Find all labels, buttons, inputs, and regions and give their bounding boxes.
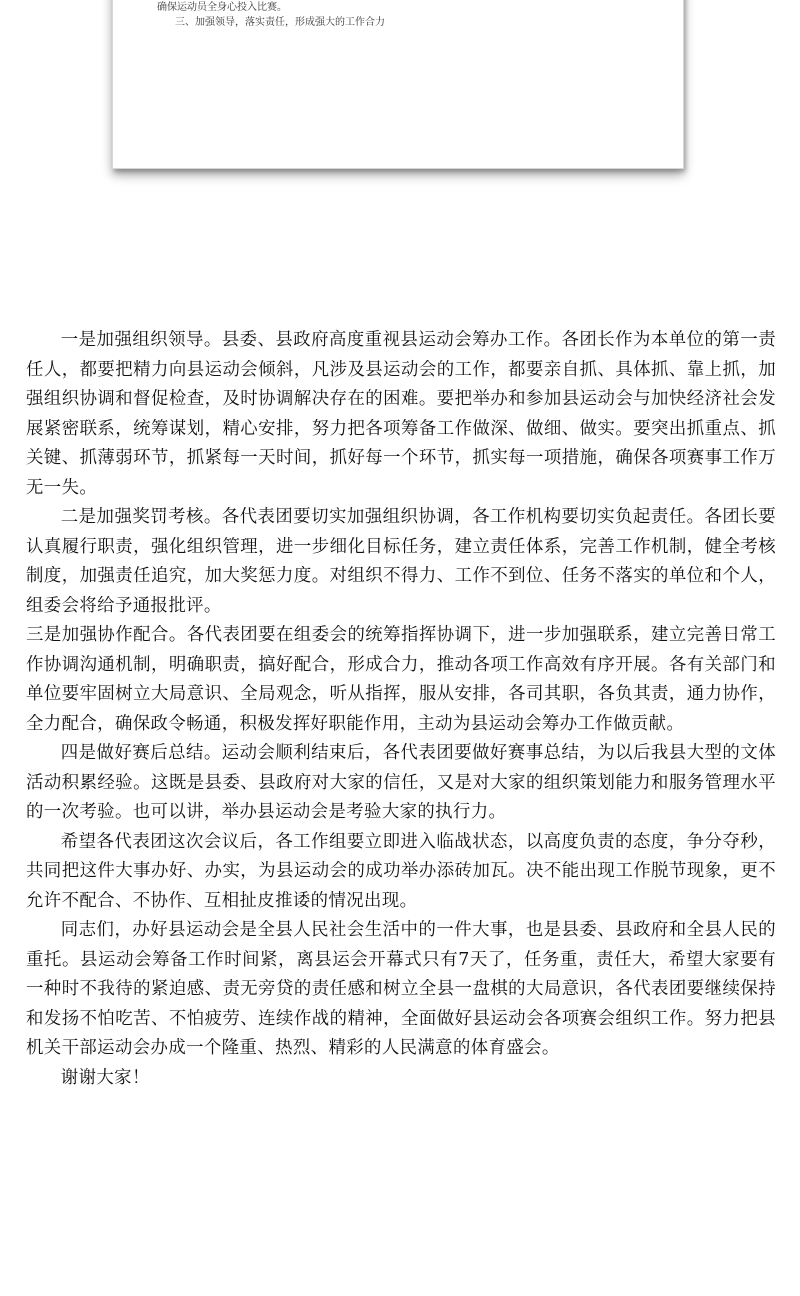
preview-section-heading: 三、加强领导，落实责任，形成强大的工作合力	[175, 17, 385, 28]
document-preview-card	[112, 0, 684, 169]
paragraph-call-to-action: 希望各代表团这次会议后，各工作组要立即进入临战状态，以高度负责的态度，争分夺秒，共同把这件大事办好、办实，为县运动会的成功举办添砖加瓦。决不能出现工作脱节现象，更不允许不配合、不协作、互相扯皮推诿的情况出现。	[26, 831, 776, 911]
paragraph-thanks: 谢谢大家！	[60, 1067, 150, 1088]
paragraph-organization-leadership: 一是加强组织领导。县委、县政府高度重视县运动会筹办工作。各团长作为本单位的第一责任人，都要把精力向县运动会倾斜，凡涉及县运动会的工作，都要亲自抓、具体抓、靠上抓，加强组织协调和督促检查，及时协调解决存在的困难。要把举办和参加县运动会与加快经济社会发展紧密联系，统筹谋划，精心安排，努力把各项筹备工作做深、做细、做实。要突出抓重点、抓关键、抓薄弱环节，抓紧每一天时间，抓好每一个环节，抓实每一项措施，确保各项赛事工作万无一失。	[26, 330, 776, 498]
speech-body	[26, 326, 776, 1093]
paragraph-rewards-assessment: 二是加强奖罚考核。各代表团要切实加强组织协调，各工作机构要切实负起责任。各团长要认真履行职责，强化组织管理，进一步细化目标任务，建立责任体系，完善工作机制，健全考核制度，加强责任追究，加大奖惩力度。对组织不得力、工作不到位、任务不落实的单位和个人，组委会将给予通报批评。	[26, 507, 776, 616]
paragraph-conclusion: 同志们，办好县运动会是全县人民社会生活中的一件大事，也是县委、县政府和全县人民的重托。县运动会筹备工作时间紧，离县运会开幕式只有7天了，任务重，责任大，希望大家要有一种时不我待的紧迫感、责无旁贷的责任感和树立全县一盘棋的大局意识，各代表团要继续保持和发扬不怕吃苦、不怕疲劳、连续作战的精神，全面做好县运动会各项赛会组织工作。努力把县机关干部运动会办成一个隆重、热烈、精彩的人民满意的体育盛会。	[26, 920, 776, 1058]
paragraph-post-event-summary: 四是做好赛后总结。运动会顺利结束后，各代表团要做好赛事总结，为以后我县大型的文体活动积累经验。这既是县委、县政府对大家的信任，又是对大家的组织策划能力和服务管理水平的一次考验。也可以讲，举办县运动会是考验大家的执行力。	[26, 743, 776, 822]
paragraph-coordination: 三是加强协作配合。各代表团要在组委会的统筹指挥协调下，进一步加强联系，建立完善日常工作协调沟通机制，明确职责，搞好配合，形成合力，推动各项工作高效有序开展。各有关部门和单位要牢固树立大局意识、全局观念，听从指挥，服从安排，各司其职，各负其责，通力协作，全力配合，确保政令畅通，积极发挥好职能作用，主动为县运动会筹办工作做贡献。	[26, 625, 776, 734]
preview-text-line: 确保运动员全身心投入比赛。	[157, 2, 287, 13]
